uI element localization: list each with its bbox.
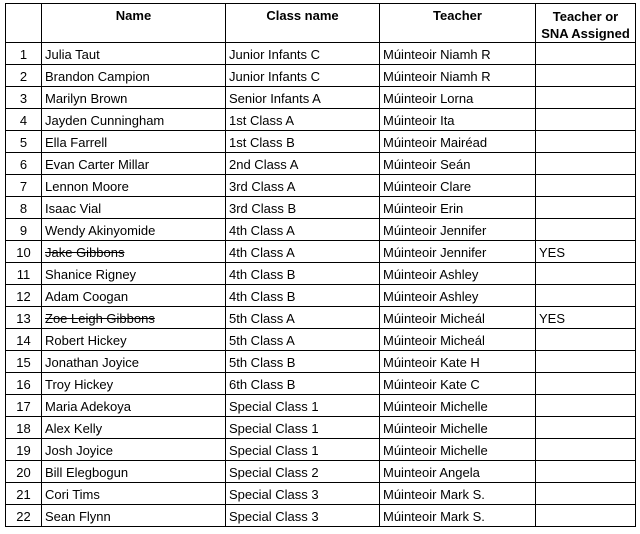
teacher-cell: Múinteoir Erin: [380, 197, 536, 219]
teacher-cell: Muinteoir Angela: [380, 461, 536, 483]
assigned-cell: YES: [536, 307, 636, 329]
teacher-cell: Múinteoir Lorna: [380, 87, 536, 109]
student-name-cell: Troy Hickey: [42, 373, 226, 395]
teacher-cell: Múinteoir Niamh R: [380, 43, 536, 65]
assigned-cell: [536, 65, 636, 87]
table-row: [6, 153, 636, 175]
student-name-cell: Robert Hickey: [42, 329, 226, 351]
class-name-cell: Junior Infants C: [226, 43, 380, 65]
class-name-cell: Junior Infants C: [226, 65, 380, 87]
teacher-cell: Múinteoir Ita: [380, 109, 536, 131]
header-assigned-line2: SNA Assigned: [541, 26, 630, 41]
assigned-cell: [536, 461, 636, 483]
row-number-cell: 7: [6, 175, 42, 197]
class-name-cell: Special Class 3: [226, 483, 380, 505]
teacher-cell: Múinteoir Micheál: [380, 307, 536, 329]
student-name-cell: Jayden Cunningham: [42, 109, 226, 131]
table-row: [6, 219, 636, 241]
student-name-cell: [42, 307, 226, 329]
table-row: [6, 87, 636, 109]
table-row: [6, 175, 636, 197]
student-name-cell: Julia Taut: [42, 43, 226, 65]
row-number-cell: 9: [6, 219, 42, 241]
header-row: [6, 4, 636, 43]
header-number: [6, 4, 42, 43]
assigned-cell: [536, 373, 636, 395]
row-number-cell: 21: [6, 483, 42, 505]
row-number-cell: 13: [6, 307, 42, 329]
student-name-cell: Jonathan Joyice: [42, 351, 226, 373]
table-row: [6, 329, 636, 351]
student-name-cell: Bill Elegbogun: [42, 461, 226, 483]
row-number-cell: 5: [6, 131, 42, 153]
table-row: [6, 285, 636, 307]
student-name-cell: Lennon Moore: [42, 175, 226, 197]
assigned-cell: [536, 219, 636, 241]
assigned-cell: [536, 43, 636, 65]
teacher-cell: Múinteoir Jennifer: [380, 219, 536, 241]
class-name-cell: 2nd Class A: [226, 153, 380, 175]
class-name-cell: 3rd Class B: [226, 197, 380, 219]
student-name-cell: Maria Adekoya: [42, 395, 226, 417]
header-assigned-line1: Teacher or: [552, 9, 619, 24]
assigned-cell: [536, 483, 636, 505]
row-number-cell: 6: [6, 153, 42, 175]
class-name-cell: 1st Class A: [226, 109, 380, 131]
table-row: [6, 131, 636, 153]
assigned-cell: [536, 153, 636, 175]
table-row: [6, 351, 636, 373]
student-name-cell: Wendy Akinyomide: [42, 219, 226, 241]
teacher-cell: Múinteoir Mark S.: [380, 483, 536, 505]
class-name-cell: 4th Class B: [226, 263, 380, 285]
teacher-cell: Múinteoir Micheál: [380, 329, 536, 351]
student-name-cell: Ella Farrell: [42, 131, 226, 153]
class-name-cell: 6th Class B: [226, 373, 380, 395]
row-number-cell: 17: [6, 395, 42, 417]
assigned-cell: [536, 395, 636, 417]
row-number-cell: 1: [6, 43, 42, 65]
header-class-name: Class name: [226, 4, 380, 43]
table-row: [6, 197, 636, 219]
table-row: [6, 307, 636, 329]
student-name-cell: Sean Flynn: [42, 505, 226, 527]
assigned-cell: YES: [536, 241, 636, 263]
assigned-cell: [536, 505, 636, 527]
assigned-cell: [536, 439, 636, 461]
teacher-cell: Múinteoir Seán: [380, 153, 536, 175]
table-row: [6, 65, 636, 87]
teacher-cell: Múinteoir Michelle: [380, 439, 536, 461]
table-row: [6, 461, 636, 483]
student-name-cell: [42, 241, 226, 263]
class-name-cell: 4th Class A: [226, 241, 380, 263]
table-row: [6, 373, 636, 395]
teacher-cell: Múinteoir Clare: [380, 175, 536, 197]
class-name-cell: 5th Class A: [226, 307, 380, 329]
teacher-cell: Múinteoir Ashley: [380, 285, 536, 307]
table-row: [6, 505, 636, 527]
class-name-cell: 5th Class A: [226, 329, 380, 351]
teacher-cell: Múinteoir Michelle: [380, 395, 536, 417]
teacher-cell: Múinteoir Jennifer: [380, 241, 536, 263]
table-row: [6, 483, 636, 505]
student-name-cell: Josh Joyice: [42, 439, 226, 461]
row-number-cell: 12: [6, 285, 42, 307]
table-row: [6, 43, 636, 65]
student-name-cell: Adam Coogan: [42, 285, 226, 307]
assigned-cell: [536, 417, 636, 439]
header-assigned: [536, 4, 636, 43]
table-row: [6, 109, 636, 131]
struck-name-text: Zoe Leigh Gibbons: [45, 310, 155, 326]
teacher-cell: Múinteoir Kate H: [380, 351, 536, 373]
student-name-cell: Brandon Campion: [42, 65, 226, 87]
class-name-cell: Senior Infants A: [226, 87, 380, 109]
row-number-cell: 3: [6, 87, 42, 109]
assigned-cell: [536, 197, 636, 219]
assigned-cell: [536, 329, 636, 351]
row-number-cell: 4: [6, 109, 42, 131]
student-name-cell: Evan Carter Millar: [42, 153, 226, 175]
student-name-cell: Alex Kelly: [42, 417, 226, 439]
header-name: Name: [42, 4, 226, 43]
teacher-cell: Múinteoir Ashley: [380, 263, 536, 285]
assigned-cell: [536, 285, 636, 307]
class-name-cell: 4th Class A: [226, 219, 380, 241]
header-teacher: Teacher: [380, 4, 536, 43]
row-number-cell: 10: [6, 241, 42, 263]
table-row: [6, 241, 636, 263]
assigned-cell: [536, 87, 636, 109]
row-number-cell: 11: [6, 263, 42, 285]
teacher-cell: Múinteoir Niamh R: [380, 65, 536, 87]
row-number-cell: 20: [6, 461, 42, 483]
table-row: [6, 395, 636, 417]
assigned-cell: [536, 263, 636, 285]
table-row: [6, 417, 636, 439]
student-name-cell: Isaac Vial: [42, 197, 226, 219]
assigned-cell: [536, 109, 636, 131]
row-number-cell: 2: [6, 65, 42, 87]
assigned-cell: [536, 131, 636, 153]
assigned-cell: [536, 175, 636, 197]
student-table: [5, 3, 636, 527]
teacher-cell: Múinteoir Mark S.: [380, 505, 536, 527]
row-number-cell: 14: [6, 329, 42, 351]
row-number-cell: 18: [6, 417, 42, 439]
student-name-cell: Marilyn Brown: [42, 87, 226, 109]
teacher-cell: Múinteoir Mairéad: [380, 131, 536, 153]
class-name-cell: Special Class 1: [226, 417, 380, 439]
row-number-cell: 22: [6, 505, 42, 527]
class-name-cell: Special Class 1: [226, 395, 380, 417]
row-number-cell: 15: [6, 351, 42, 373]
teacher-cell: Múinteoir Michelle: [380, 417, 536, 439]
table-row: [6, 439, 636, 461]
teacher-cell: Múinteoir Kate C: [380, 373, 536, 395]
class-name-cell: 1st Class B: [226, 131, 380, 153]
class-name-cell: Special Class 2: [226, 461, 380, 483]
assigned-cell: [536, 351, 636, 373]
row-number-cell: 16: [6, 373, 42, 395]
class-name-cell: 5th Class B: [226, 351, 380, 373]
student-name-cell: Shanice Rigney: [42, 263, 226, 285]
student-name-cell: Cori Tims: [42, 483, 226, 505]
class-name-cell: Special Class 1: [226, 439, 380, 461]
class-name-cell: 4th Class B: [226, 285, 380, 307]
row-number-cell: 19: [6, 439, 42, 461]
class-name-cell: 3rd Class A: [226, 175, 380, 197]
struck-name-text: Jake Gibbons: [45, 244, 125, 260]
row-number-cell: 8: [6, 197, 42, 219]
table-row: [6, 263, 636, 285]
class-name-cell: Special Class 3: [226, 505, 380, 527]
